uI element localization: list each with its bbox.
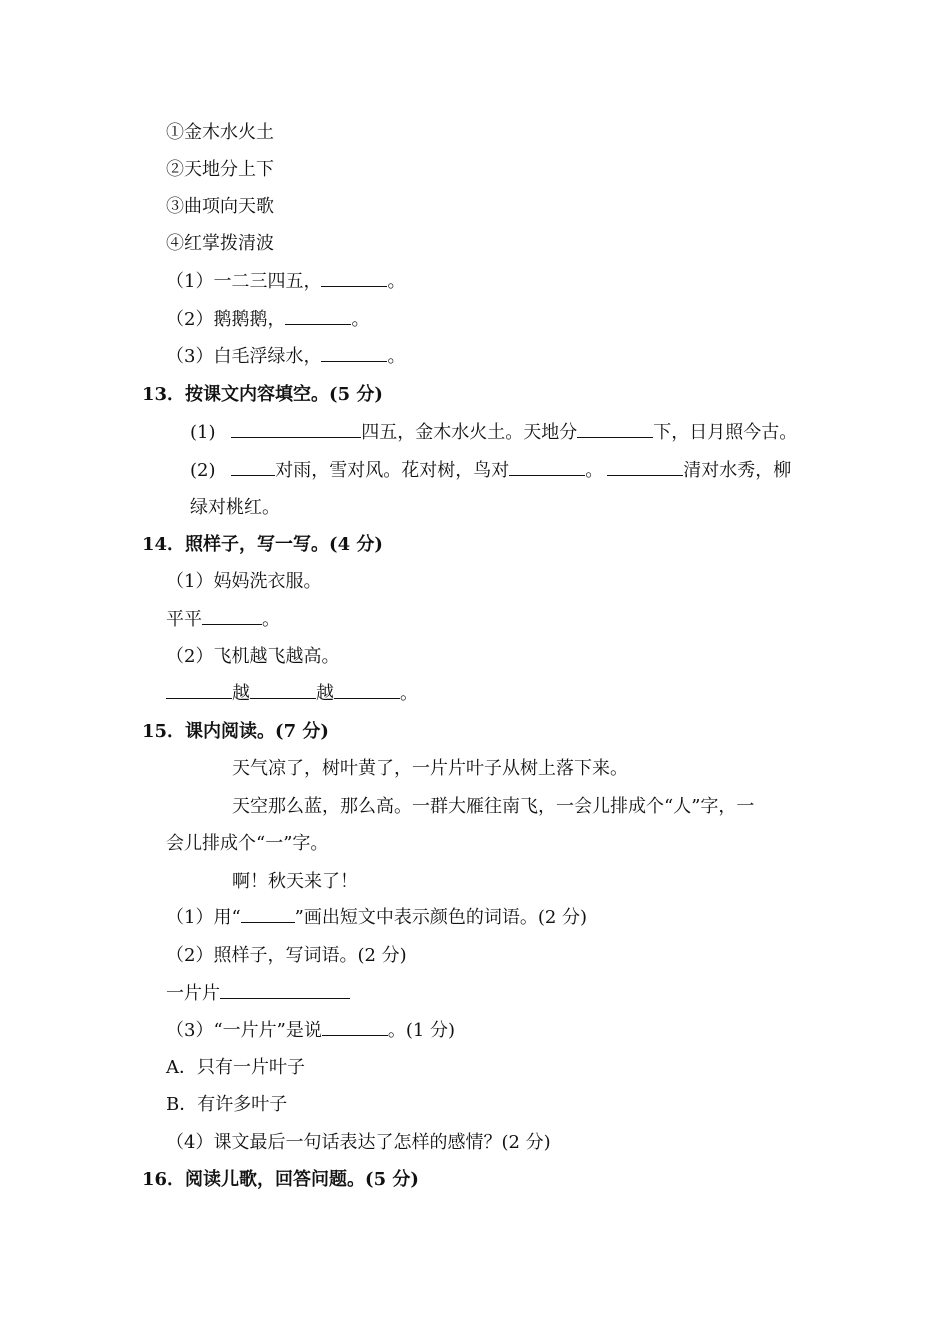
q14-example-2: （2）飞机越飞越高。 [166, 646, 340, 667]
q13-line-2-end: 清对水秀，柳 [683, 460, 792, 481]
q15-sub-2: （2）照样子，写词语。(2 分) [166, 945, 407, 966]
answer-blank[interactable] [220, 982, 350, 999]
answer-blank[interactable] [231, 459, 275, 476]
yue-text: 越 [316, 683, 334, 704]
q13-line-1-text: 四五，金木水火土。天地分 [361, 422, 578, 443]
q13-line-1-end: 下，日月照今古。 [653, 422, 798, 443]
yue-text: 越 [232, 683, 250, 704]
answer-blank[interactable] [202, 608, 262, 625]
punct: 。 [262, 609, 280, 630]
q13-line-2 [190, 459, 791, 483]
punct: 。 [585, 460, 604, 481]
answer-blank[interactable] [321, 270, 387, 287]
sub-label: (2) [190, 460, 216, 481]
q12-item-2-text: （2）鹅鹅鹅， [166, 309, 286, 330]
choice-b[interactable]: B．有许多叶子 [166, 1094, 288, 1115]
q13-title: 13．按课文内容填空。(5 分) [142, 384, 383, 405]
answer-blank[interactable] [231, 421, 361, 438]
q15-sub-3-text: （3）“一片片”是说 [166, 1020, 322, 1041]
answer-blank[interactable] [334, 682, 400, 699]
q14-example-1: （1）妈妈洗衣服。 [166, 571, 322, 592]
answer-blank[interactable] [607, 459, 683, 476]
answer-blank[interactable] [250, 682, 316, 699]
q14-answer-1 [166, 608, 280, 632]
q15-sub-2-answer-text: 一片片 [166, 983, 220, 1004]
q15-sub-2-answer [166, 982, 350, 1006]
q15-sub-3-end: 。(1 分) [387, 1020, 456, 1041]
answer-blank[interactable] [577, 421, 653, 438]
answer-blank[interactable] [509, 459, 585, 476]
passage-line-3: 会儿排成个“一”字。 [166, 833, 329, 854]
punct: 。 [387, 271, 406, 292]
passage-line-4: 啊！秋天来了！ [232, 871, 358, 892]
sub-label: (1) [190, 422, 216, 443]
answer-blank[interactable] [322, 1019, 388, 1036]
q13-line-1 [190, 421, 797, 445]
q15-sub-1 [166, 906, 587, 930]
q12-item-2 [166, 308, 369, 332]
q12-item-3-text: （3）白毛浮绿水， [166, 346, 322, 367]
q15-sub-4: （4）课文最后一句话表达了怎样的感情？(2 分) [166, 1132, 551, 1153]
choice-a[interactable]: A．只有一片叶子 [166, 1057, 305, 1078]
passage-line-2: 天空那么蓝，那么高。一群大雁往南飞，一会儿排成个“人”字，一 [232, 796, 755, 817]
answer-blank[interactable] [321, 345, 387, 362]
q15-title: 15．课内阅读。(7 分) [142, 721, 329, 742]
q15-sub-3 [166, 1019, 455, 1043]
q14-title: 14．照样子，写一写。(4 分) [142, 534, 383, 555]
q15-sub-1-text: （1）用“ [166, 907, 241, 928]
option-2: ②天地分上下 [166, 159, 274, 180]
answer-blank[interactable] [241, 906, 295, 923]
q12-item-1-text: （1）一二三四五， [166, 271, 322, 292]
q12-item-3 [166, 345, 405, 369]
punct: 。 [400, 683, 418, 704]
q14-answer-1-text: 平平 [166, 609, 202, 630]
option-1: ①金木水火土 [166, 122, 274, 143]
passage-line-1: 天气凉了，树叶黄了，一片片叶子从树上落下来。 [232, 758, 628, 779]
q15-sub-1-end: ”画出短文中表示颜色的词语。(2 分) [294, 907, 588, 928]
answer-blank[interactable] [166, 682, 232, 699]
q13-line-3: 绿对桃红。 [190, 497, 280, 518]
option-3: ③曲项向天歌 [166, 196, 274, 217]
punct: 。 [351, 309, 370, 330]
punct: 。 [387, 346, 406, 367]
option-4: ④红掌拨清波 [166, 233, 274, 254]
q13-line-2-text: 对雨，雪对风。花对树，鸟对 [275, 460, 510, 481]
answer-blank[interactable] [285, 308, 351, 325]
q14-answer-2 [166, 682, 418, 706]
q16-title: 16．阅读儿歌，回答问题。(5 分) [142, 1169, 419, 1190]
q12-item-1 [166, 270, 405, 294]
